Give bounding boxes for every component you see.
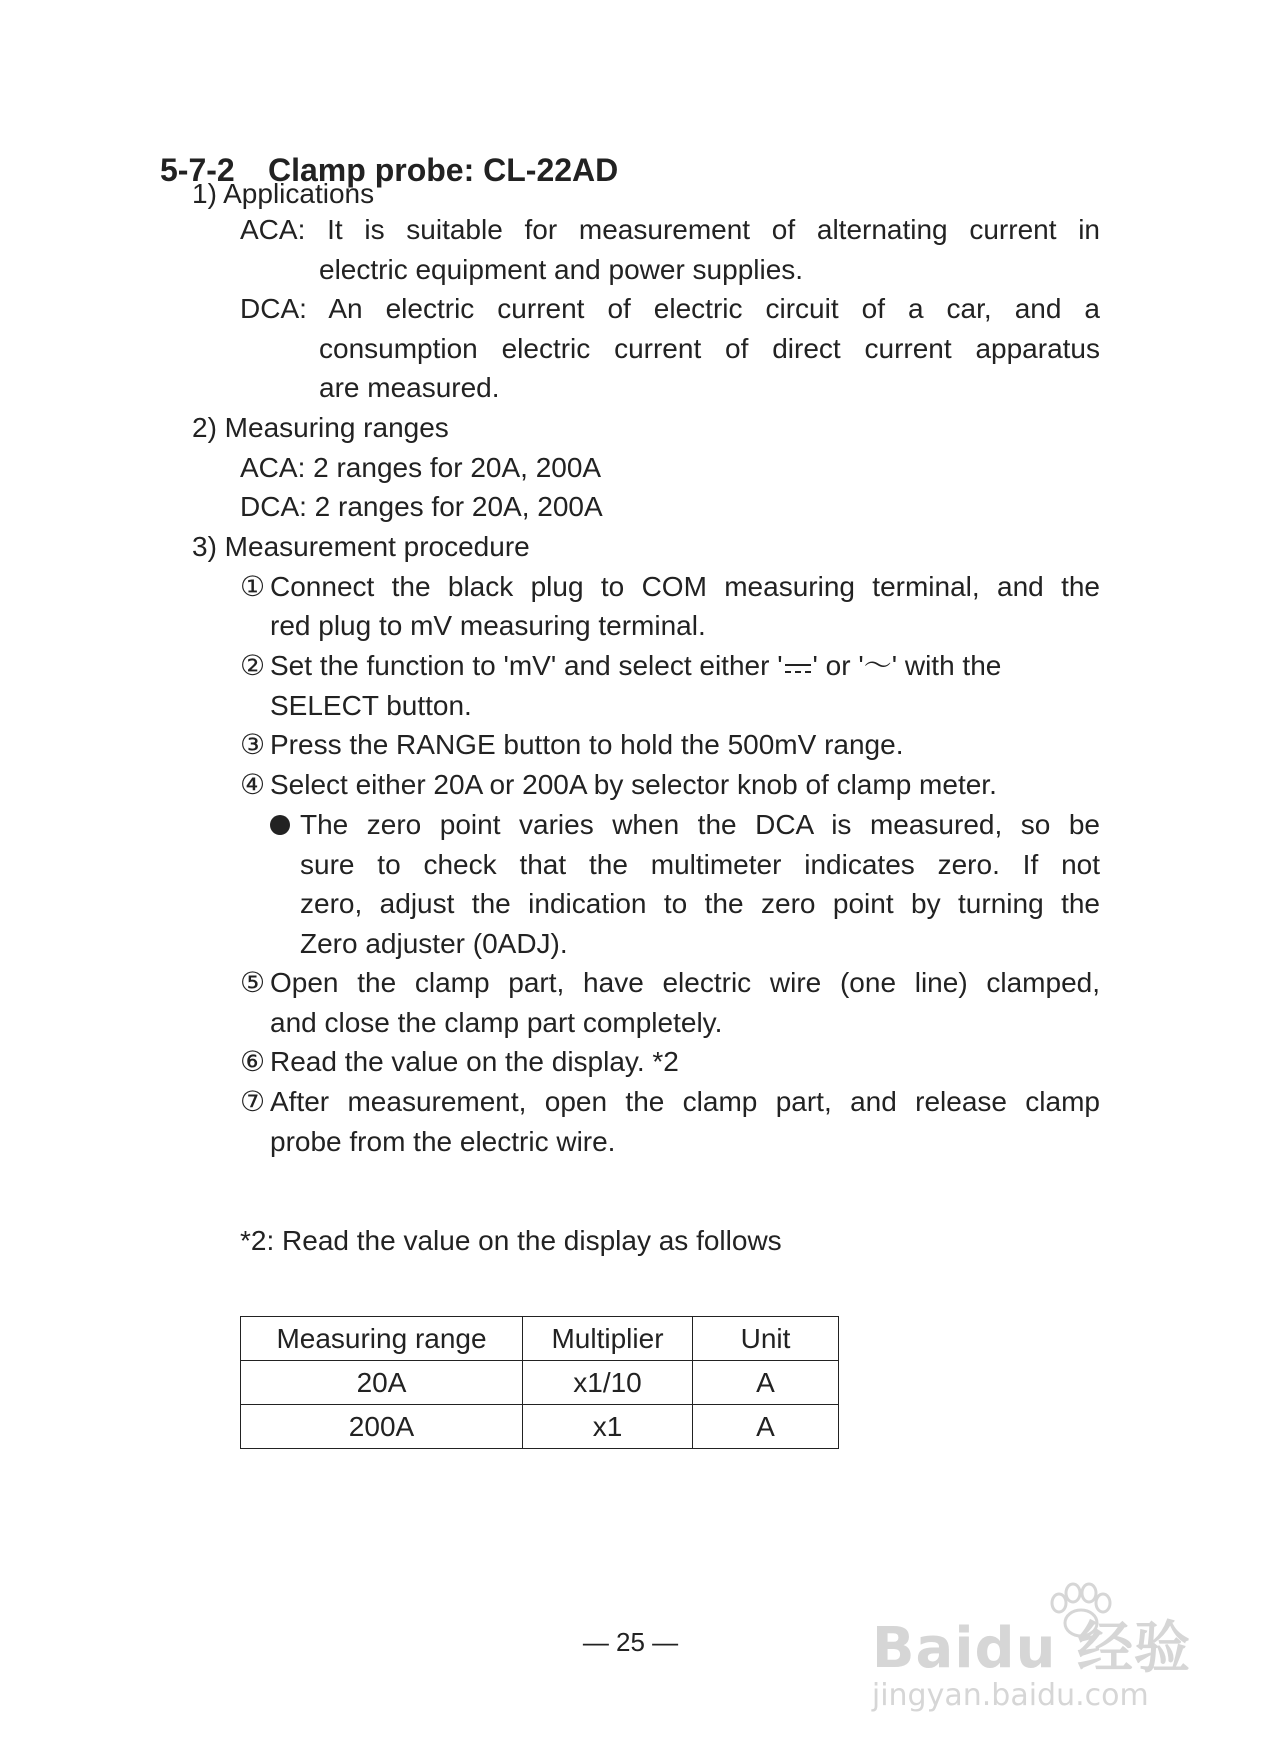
step-4 <box>240 765 997 805</box>
dca-application-line-3: are measured. <box>319 372 500 403</box>
step-6-text: Read the value on the display. *2 <box>270 1046 679 1077</box>
table-header: Measuring range <box>241 1317 523 1361</box>
table-cell: A <box>693 1405 839 1449</box>
aca-application-line-1: ACA: It is suitable for measurement of alternating current in <box>240 214 1100 245</box>
step-3-marker: ③ <box>240 729 266 760</box>
step-7-text-2: probe from the electric wire. <box>270 1126 616 1157</box>
step-5 <box>240 963 1100 1003</box>
procedure-label: 3) Measurement procedure <box>192 531 530 562</box>
step-2-marker: ② <box>240 650 266 681</box>
note-text-2: sure to check that the multimeter indicates zero. If not <box>300 849 1100 880</box>
table-row <box>241 1405 839 1449</box>
step-7-text-1: After measurement, open the clamp part, and release clamp <box>270 1086 1100 1117</box>
table-cell: 20A <box>241 1361 523 1405</box>
step-3 <box>240 725 903 765</box>
step-6 <box>240 1042 679 1082</box>
step-2-text-c: ' with the <box>891 650 1002 681</box>
table-header: Unit <box>693 1317 839 1361</box>
watermark <box>871 1616 1191 1713</box>
table-cell: A <box>693 1361 839 1405</box>
watermark-brand: Baidu 经验 <box>871 1616 1191 1681</box>
ac-symbol-icon: ～ <box>863 650 892 681</box>
step-4-marker: ④ <box>240 769 266 800</box>
aca-ranges: ACA: 2 ranges for 20A, 200A <box>240 452 602 483</box>
step-1-marker: ① <box>240 571 266 602</box>
ranges-label: 2) Measuring ranges <box>192 412 449 443</box>
table-cell: x1 <box>523 1405 693 1449</box>
step-2 <box>240 646 1001 686</box>
watermark-url: jingyan.baidu.com <box>871 1678 1149 1713</box>
applications-label: 1) Applications <box>192 178 375 209</box>
table-cell: x1/10 <box>523 1361 693 1405</box>
step-5-text-1: Open the clamp part, have electric wire (one line) clamped, <box>270 967 1100 998</box>
aca-application-line-2: electric equipment and power supplies. <box>319 254 804 285</box>
dca-application-line-1: DCA: An electric current of electric circuit of a car, and a <box>240 293 1100 324</box>
table-header-row <box>241 1317 839 1361</box>
step-1-text-2: red plug to mV measuring terminal. <box>270 610 706 641</box>
note-text-4: Zero adjuster (0ADJ). <box>300 928 568 959</box>
step-7 <box>240 1082 1100 1122</box>
step-2-text-2: SELECT button. <box>270 690 472 721</box>
note <box>270 805 1100 845</box>
step-4-text: Select either 20A or 200A by selector knob of clamp meter. <box>270 769 997 800</box>
step-1 <box>240 567 1100 607</box>
note-text-1: The zero point varies when the DCA is measured, so be <box>300 809 1100 840</box>
section-title: Clamp probe: CL-22AD <box>268 152 619 188</box>
page-number: — 25 — <box>582 1627 679 1657</box>
step-2-text-a: Set the function to 'mV' and select either ' <box>270 650 783 681</box>
section-number: 5-7-2 <box>160 152 235 188</box>
table-row <box>241 1361 839 1405</box>
step-5-text-2: and close the clamp part completely. <box>270 1007 723 1038</box>
dc-symbol-icon <box>783 658 813 678</box>
step-7-marker: ⑦ <box>240 1086 266 1117</box>
step-1-text-1: Connect the black plug to COM measuring terminal, and the <box>270 571 1100 602</box>
readout-table <box>240 1316 839 1449</box>
step-6-marker: ⑥ <box>240 1046 266 1077</box>
footnote: *2: Read the value on the display as follows <box>240 1225 782 1256</box>
note-text-3: zero, adjust the indication to the zero point by turning the <box>300 888 1100 919</box>
table-cell: 200A <box>241 1405 523 1449</box>
step-5-marker: ⑤ <box>240 967 266 998</box>
dca-application-line-2: consumption electric current of direct current apparatus <box>319 333 1100 364</box>
step-3-text: Press the RANGE button to hold the 500mV range. <box>270 729 904 760</box>
dca-ranges: DCA: 2 ranges for 20A, 200A <box>240 491 603 522</box>
note-bullet-icon <box>270 815 290 835</box>
step-2-text-b: ' or ' <box>812 650 864 681</box>
table-header: Multiplier <box>523 1317 693 1361</box>
